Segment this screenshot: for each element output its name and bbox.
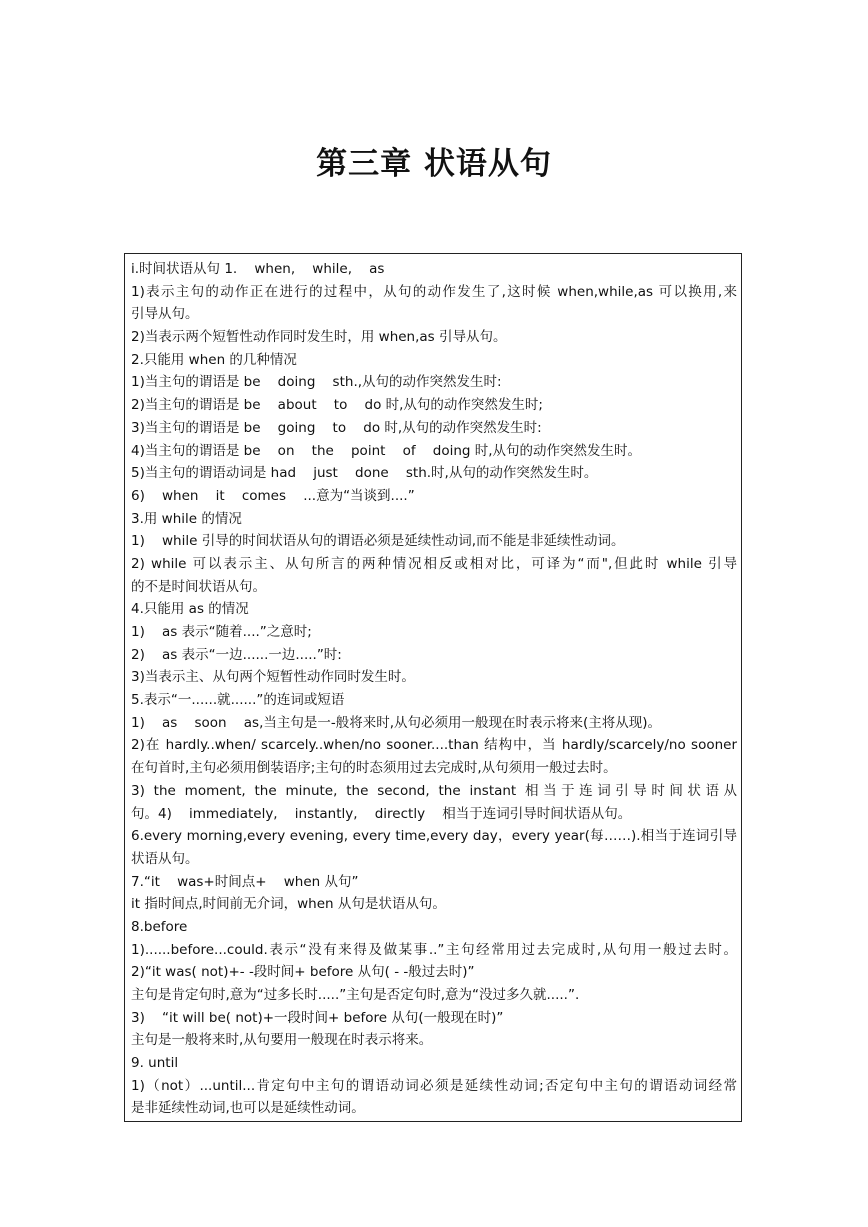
- text-line: 7.“it was+时间点+ when 从句”: [131, 873, 359, 890]
- text-line: 3) “it will be( not)+一段时间+ before 从句(一般现在时)”: [131, 1009, 504, 1026]
- text-line: 3.用 while 的情况: [131, 510, 242, 527]
- text-line: 3)当主句的谓语是 be going to do 时,从句的动作突然发生时:: [131, 419, 542, 436]
- text-line: 状语从句。: [131, 850, 199, 867]
- text-line: 2) as 表示“一边......一边.....”时:: [131, 646, 342, 663]
- text-line: 句。4) immediately, instantly, directly 相当于连词引导时间状语从句。: [131, 805, 632, 822]
- text-line: 1) as soon as,当主句是一-般将来时,从句必须用一般现在时表示将来(主将从现)。: [131, 714, 662, 731]
- text-line: 1)表示主句的动作正在进行的过程中，从句的动作发生了,这时候 when,while,as 可以换用,来: [131, 283, 737, 300]
- text-line: 引导从句。: [131, 306, 199, 323]
- text-line: 2) while 可以表示主、从句所言的两种情况相反或相对比，可译为“而",但此时 while 引导: [131, 555, 737, 572]
- text-line: i.时间状语从句 1. when, while, as: [131, 261, 385, 277]
- text-line: 1)当主句的谓语是 be doing sth.,从句的动作突然发生时:: [131, 374, 502, 391]
- text-line: 主句是肯定句时,意为“过多长时.....”主句是否定句时,意为“没过多久就.....”.: [131, 987, 580, 1003]
- text-line: 2)“it was( not)+- -段时间+ before 从句( - -般过去时)”: [131, 964, 475, 981]
- text-line: it 指时间点,时间前无介词，when 从句是状语从句。: [131, 896, 446, 913]
- content-box: [124, 253, 742, 1122]
- text-line: 5)当主句的谓语动词是 had just done sth.时,从句的动作突然发生时。: [131, 465, 598, 482]
- page-title: 第三章 状语从句: [316, 146, 552, 182]
- text-line: 2)当主句的谓语是 be about to do 时,从句的动作突然发生时;: [131, 397, 543, 414]
- text-line: 4.只能用 as 的情况: [131, 601, 249, 618]
- text-line: 的不是时间状语从句。: [131, 578, 266, 595]
- text-line: 1)（not）...until...肯定句中主句的谓语动词必须是延续性动词;否定句中主句的谓语动词经常: [131, 1077, 737, 1094]
- text-line: 主句是一般将来时,从句要用一般现在时表示将来。: [131, 1032, 433, 1049]
- text-line: 是非延续性动词,也可以是延续性动词。: [131, 1100, 365, 1117]
- text-line: 4)当主句的谓语是 be on the point of doing 时,从句的动作突然发生时。: [131, 442, 642, 459]
- text-line: 3) the moment, the minute, the second, the instant 相当于连词引导时间状语从: [131, 782, 737, 799]
- text-line: 在句首时,主句必须用倒装语序;主句的时态须用过去完成时,从句须用一般过去时。: [131, 760, 617, 777]
- text-line: 6) when it comes ...意为“当谈到....”: [131, 487, 415, 504]
- text-line: 1)......before...could.表示“没有来得及做某事..”主句经常用过去完成时,从句用一般过去时。: [131, 941, 737, 958]
- text-line: 2.只能用 when 的几种情况: [131, 351, 297, 368]
- text-line: 5.表示“一......就......”的连词或短语: [131, 692, 345, 709]
- text-line: 2)在 hardly..when/ scarcely..when/no sooner....than 结构中，当 hardly/scarcely/no sooner: [131, 737, 737, 754]
- text-line: 1) while 引导的时间状语从句的谓语必须是延续性动词,而不能是非延续性动词。: [131, 533, 625, 550]
- text-line: 2)当表示两个短暂性动作同时发生时，用 when,as 引导从句。: [131, 329, 507, 346]
- text-line: 3)当表示主、从句两个短暂性动作同时发生时。: [131, 669, 415, 686]
- text-line: 8.before: [131, 918, 188, 935]
- text-line: 9. until: [131, 1055, 179, 1072]
- text-line: 6.every morning,every evening, every time,every day，every year(每……).相当于连词引导: [131, 828, 737, 845]
- text-line: 1) as 表示“随着....”之意时;: [131, 624, 312, 640]
